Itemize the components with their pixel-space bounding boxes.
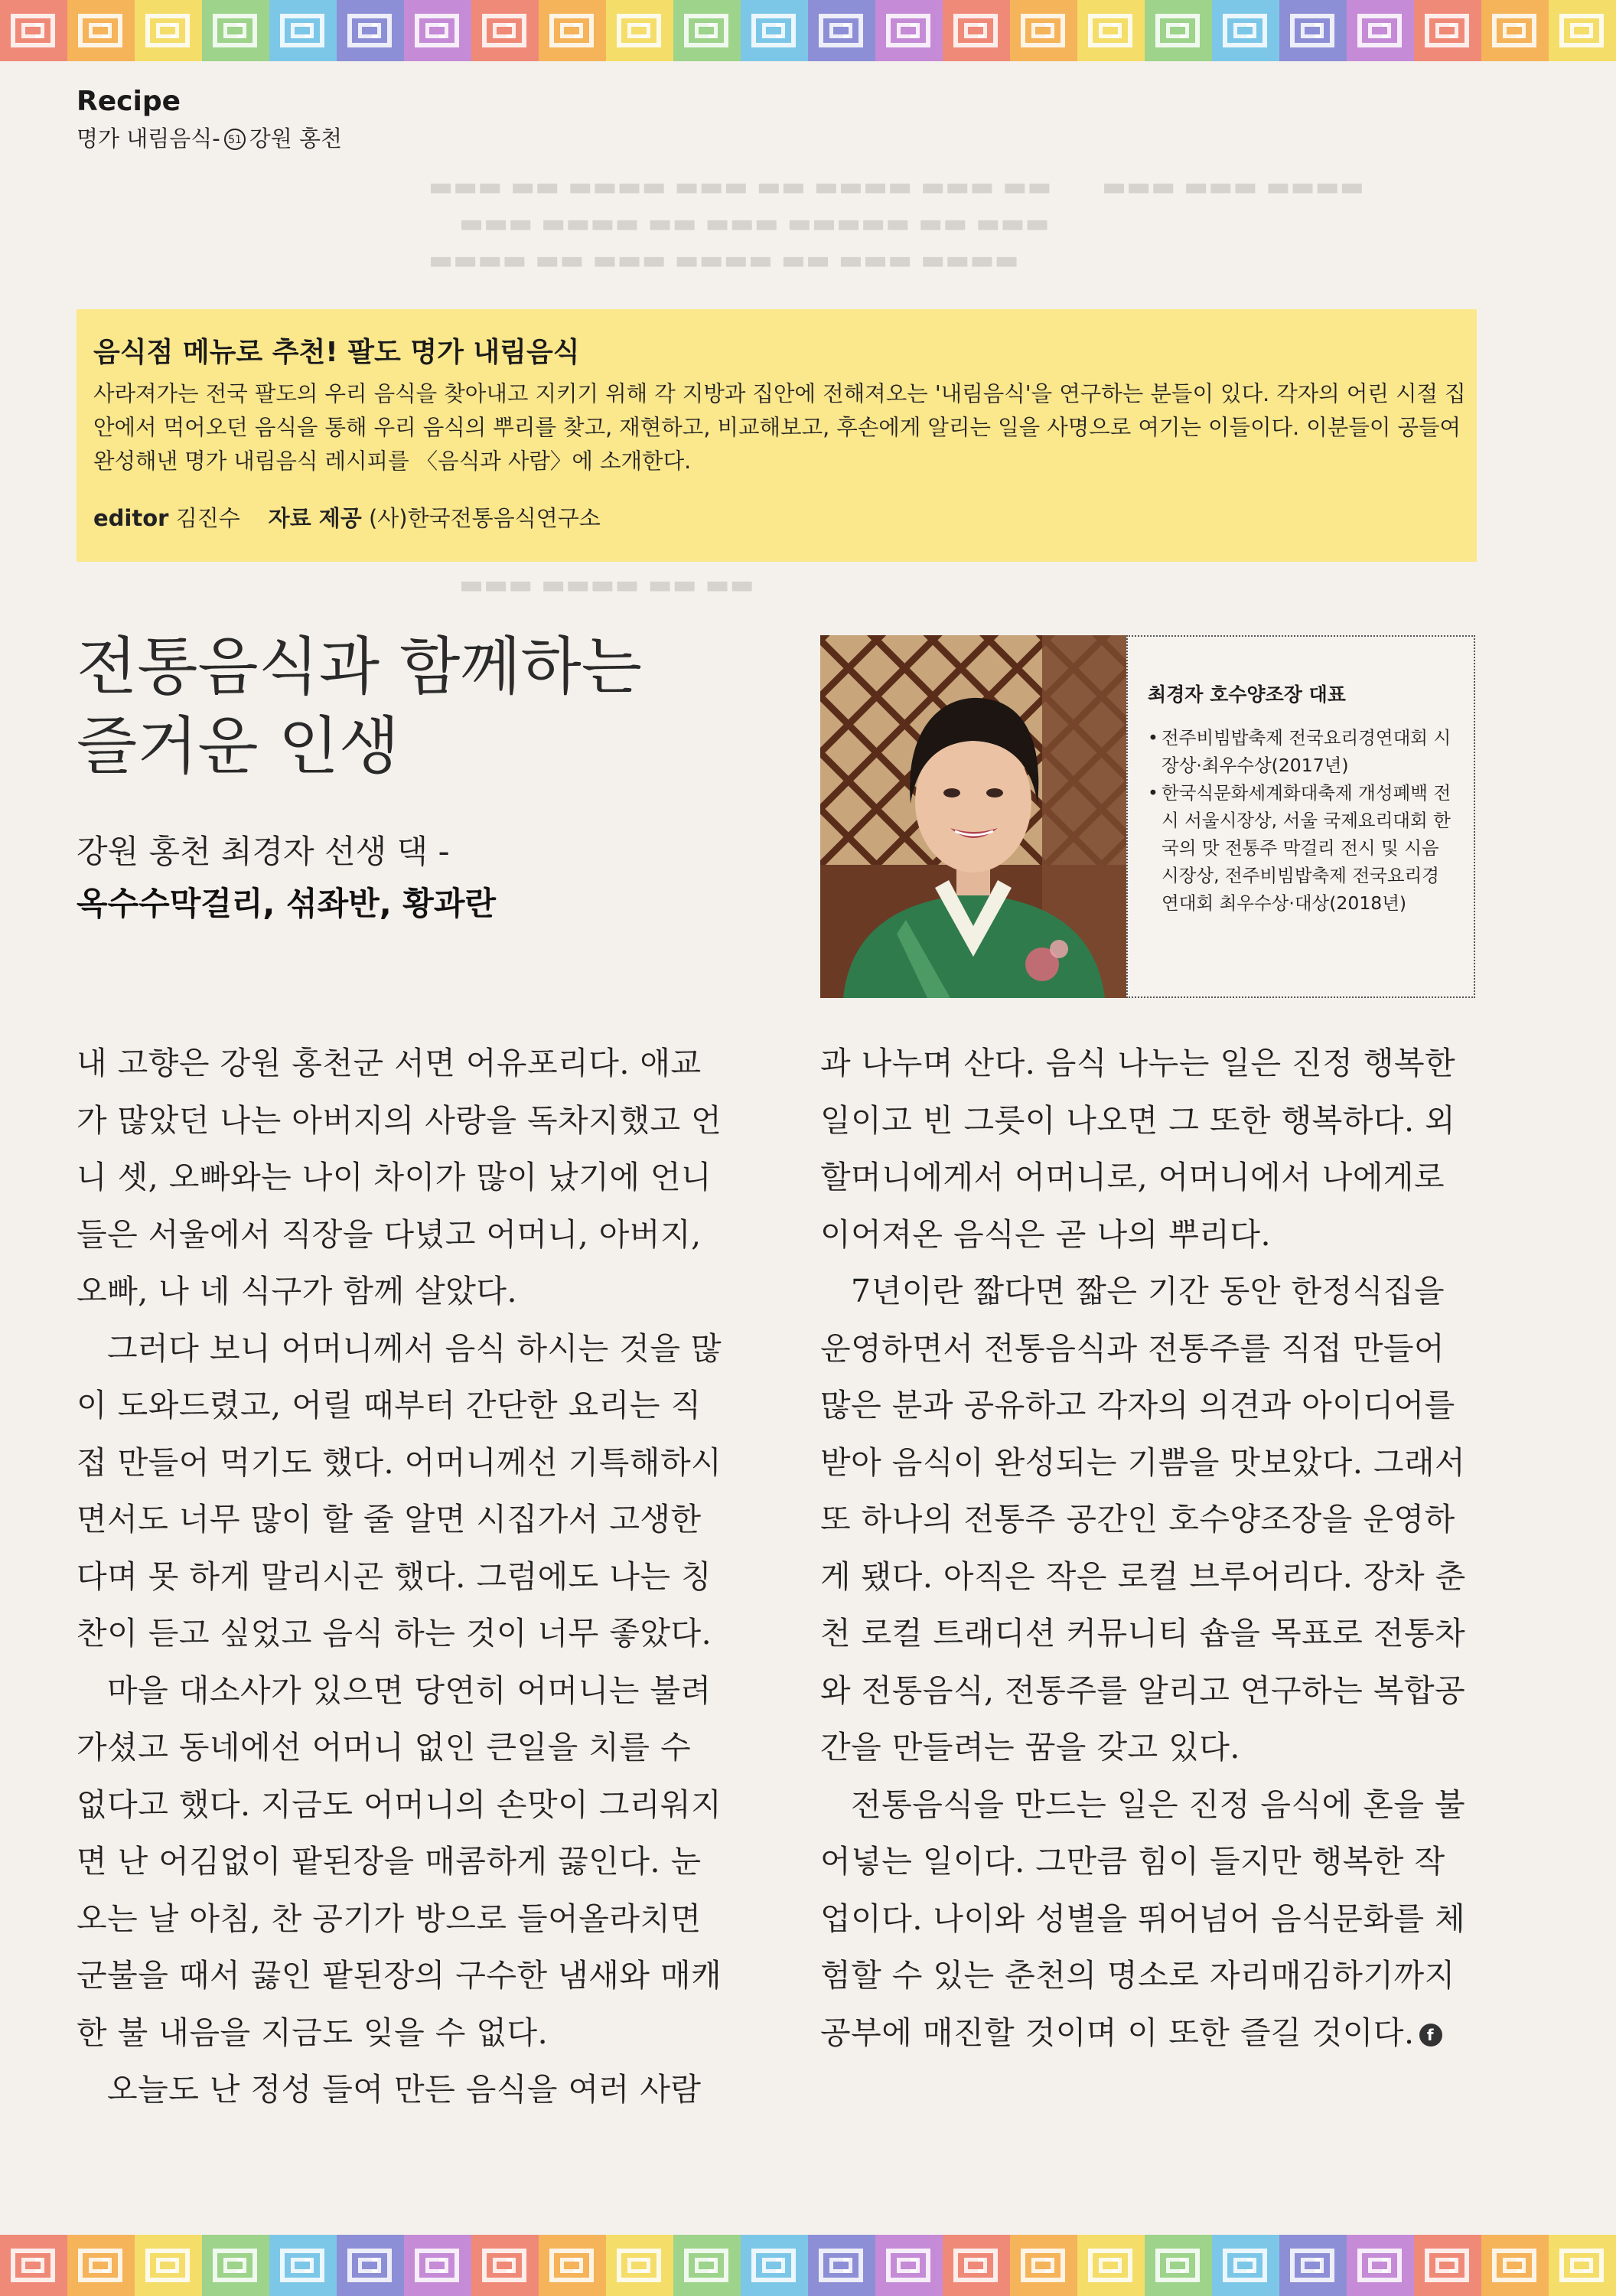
knot-pattern-icon — [1021, 2249, 1065, 2282]
series-number-badge — [223, 128, 246, 151]
border-pattern-tile — [67, 0, 135, 61]
knot-pattern-icon — [1425, 14, 1469, 47]
border-pattern-tile — [875, 0, 943, 61]
knot-pattern-icon — [1357, 14, 1402, 47]
border-pattern-tile — [741, 2235, 808, 2296]
article-subtitle-dishes: 옥수수막걸리, 섞좌반, 황과란 — [77, 885, 497, 922]
border-pattern-tile — [1481, 2235, 1549, 2296]
award-item: • 전주비빔밥축제 전국요리경연대회 시장상·최우수상(2017년) — [1148, 724, 1454, 779]
knot-pattern-icon — [1021, 14, 1065, 47]
border-pattern-tile — [202, 2235, 269, 2296]
border-pattern-tile — [1347, 0, 1414, 61]
knot-pattern-icon — [953, 14, 998, 47]
border-pattern-tile — [1279, 2235, 1347, 2296]
border-pattern-tile — [0, 0, 67, 61]
show-through-texture: ▬▬▬ ▬▬▬ ▬▬▬▬ — [1102, 171, 1364, 202]
body-column-right — [820, 1035, 1472, 2061]
border-pattern-tile — [337, 0, 404, 61]
knot-pattern-icon — [347, 14, 392, 47]
border-pattern-tile — [943, 0, 1010, 61]
knot-pattern-icon — [549, 2249, 594, 2282]
editor-label: editor — [93, 505, 169, 531]
knot-pattern-icon — [1223, 14, 1267, 47]
border-pattern-tile — [404, 0, 471, 61]
border-pattern-tile — [606, 0, 673, 61]
top-ornamental-border — [0, 0, 1616, 61]
knot-pattern-icon — [213, 2249, 257, 2282]
border-pattern-tile — [1414, 0, 1481, 61]
knot-pattern-icon — [1290, 14, 1334, 47]
source-label: 자료 제공 — [268, 505, 362, 531]
series-prefix: 명가 내림음식- — [77, 126, 220, 152]
article-title — [77, 628, 735, 787]
body-paragraph — [820, 1776, 1472, 2062]
knot-pattern-icon — [145, 14, 190, 47]
series-number: 51 — [227, 134, 242, 146]
border-pattern-tile — [404, 2235, 471, 2296]
border-pattern-tile — [741, 0, 808, 61]
intro-highlight-box — [77, 309, 1477, 562]
award-list — [1148, 724, 1454, 917]
border-pattern-tile — [808, 0, 875, 61]
border-pattern-tile — [673, 2235, 741, 2296]
knot-pattern-icon — [684, 2249, 728, 2282]
border-pattern-tile — [539, 2235, 606, 2296]
knot-pattern-icon — [617, 2249, 661, 2282]
border-pattern-tile — [1347, 2235, 1414, 2296]
border-pattern-tile — [269, 2235, 337, 2296]
article-subtitle: 강원 홍천 최경자 선생 댁 - — [77, 833, 450, 870]
border-pattern-tile — [539, 0, 606, 61]
body-paragraph: 7년이란 짧다면 짧은 기간 동안 한정식집을 운영하면서 전통음식과 전통주를 직접 만들어 많은 분과 공유하고 각자의 의견과 아이디어를 받아 음식이 완성되는 기쁨을 맛보았다. 그래서 또 하나의 전통주 공간인 호수양조장을 운영하게 됐다. 아직은 작은 로컬 브루어리다. 장차 춘천 로컬 트래디션 커뮤니티 숍을 목표로 전통차와 전통음식, 전통주를 알리고 연구하는 복합공간을 만들려는 꿈을 갖고 있다. — [820, 1273, 1466, 1766]
show-through-texture: ▬▬▬ ▬▬▬▬ ▬▬ ▬▬▬ ▬▬▬▬▬ ▬▬ ▬▬▬ — [459, 208, 1050, 239]
border-pattern-tile — [1212, 0, 1279, 61]
body-column-left — [77, 1035, 728, 2118]
knot-pattern-icon — [684, 14, 728, 47]
show-through-texture: ▬▬▬ ▬▬ ▬▬▬▬ ▬▬▬ ▬▬ ▬▬▬▬ ▬▬▬ ▬▬ — [428, 171, 1052, 202]
border-pattern-tile — [673, 0, 741, 61]
border-pattern-tile — [1145, 2235, 1212, 2296]
border-pattern-tile — [135, 0, 202, 61]
body-paragraph: 오늘도 난 정성 들여 만든 음식을 여러 사람 — [107, 2071, 702, 2108]
knot-pattern-icon — [617, 14, 661, 47]
knot-pattern-icon — [415, 14, 459, 47]
section-label: Recipe — [77, 86, 181, 117]
border-pattern-tile — [1279, 0, 1347, 61]
knot-pattern-icon — [1357, 2249, 1402, 2282]
border-pattern-tile — [1077, 2235, 1145, 2296]
knot-pattern-icon — [953, 2249, 998, 2282]
knot-pattern-icon — [886, 2249, 930, 2282]
border-pattern-tile — [1010, 0, 1077, 61]
border-pattern-tile — [202, 0, 269, 61]
bottom-ornamental-border — [0, 2235, 1616, 2296]
knot-pattern-icon — [751, 14, 796, 47]
knot-pattern-icon — [1559, 14, 1604, 47]
knot-pattern-icon — [347, 2249, 392, 2282]
knot-pattern-icon — [1223, 2249, 1267, 2282]
knot-pattern-icon — [145, 2249, 190, 2282]
portrait-photo — [820, 635, 1126, 998]
profile-box — [1126, 635, 1475, 998]
show-through-texture: ▬▬▬ ▬▬▬▬ ▬▬ ▬▬ — [459, 569, 754, 600]
knot-pattern-icon — [11, 2249, 55, 2282]
knot-pattern-icon — [11, 14, 55, 47]
border-pattern-tile — [269, 0, 337, 61]
border-pattern-tile — [67, 2235, 135, 2296]
knot-pattern-icon — [819, 2249, 863, 2282]
source-name: (사)한국전통음식연구소 — [368, 505, 601, 531]
knot-pattern-icon — [1492, 14, 1536, 47]
border-pattern-tile — [471, 2235, 539, 2296]
border-pattern-tile — [1549, 2235, 1616, 2296]
show-through-texture: ▬▬▬▬ ▬▬ ▬▬▬ ▬▬▬▬ ▬▬ ▬▬▬ ▬▬▬▬ — [428, 245, 1019, 276]
border-pattern-tile — [1481, 0, 1549, 61]
border-pattern-tile — [606, 2235, 673, 2296]
border-pattern-tile — [875, 2235, 943, 2296]
border-pattern-tile — [471, 0, 539, 61]
section-header — [77, 86, 342, 153]
knot-pattern-icon — [1155, 2249, 1200, 2282]
border-pattern-tile — [1549, 0, 1616, 61]
knot-pattern-icon — [751, 2249, 796, 2282]
article-title-line2: 즐거운 인생 — [77, 710, 400, 783]
body-paragraph: 마을 대소사가 있으면 당연히 어머니는 불려 가셨고 동네에선 어머니 없인 큰일을 치를 수 없다고 했다. 지금도 어머니의 손맛이 그리워지면 난 어김없이 팥된장을 매콤하게 끓인다. 눈 오는 날 아침, 찬 공기가 방으로 들어올라치면 군불을 때서 끓인 팥된장의 구수한 냄새와 매캐한 불 내음을 지금도 잊을 수 없다. — [77, 1671, 722, 2051]
profile-name: 최경자 호수양조장 대표 — [1148, 683, 1346, 706]
credit-line — [93, 501, 1460, 533]
border-pattern-tile — [1145, 0, 1212, 61]
knot-pattern-icon — [213, 14, 257, 47]
portrait-illustration — [820, 635, 1126, 998]
border-pattern-tile — [1077, 0, 1145, 61]
article-title-line1: 전통음식과 함께하는 — [77, 631, 642, 703]
intro-title: 음식점 메뉴로 추천! 팔도 명가 내림음식 — [93, 337, 580, 368]
knot-pattern-icon — [1559, 2249, 1604, 2282]
body-paragraph-text: 전통음식을 만드는 일은 진정 음식에 혼을 불어넣는 일이다. 그만큼 힘이 들지만 행복한 작업이다. 나이와 성별을 뛰어넘어 음식문화를 체험할 수 있는 춘천의 명소로 자리매김하기까지 공부에 매진할 것이며 이 또한 즐길 것이다. — [820, 1786, 1466, 2051]
knot-pattern-icon — [1492, 2249, 1536, 2282]
border-pattern-tile — [808, 2235, 875, 2296]
border-pattern-tile — [943, 2235, 1010, 2296]
knot-pattern-icon — [819, 14, 863, 47]
series-place: 강원 홍천 — [249, 126, 343, 152]
series-label — [77, 122, 342, 153]
knot-pattern-icon — [549, 14, 594, 47]
knot-pattern-icon — [78, 2249, 122, 2282]
border-pattern-tile — [1414, 2235, 1481, 2296]
border-pattern-tile — [0, 2235, 67, 2296]
knot-pattern-icon — [1088, 2249, 1132, 2282]
award-item: • 한국식문화세계화대축제 개성폐백 전시 서울시장상, 서울 국제요리대회 한국의 맛 전통주 막걸리 전시 및 시음 시장상, 전주비빔밥축제 전국요리경연대회 최우수상·대상(2018년) — [1148, 779, 1454, 917]
knot-pattern-icon — [482, 2249, 526, 2282]
body-paragraph: 과 나누며 산다. 음식 나누는 일은 진정 행복한 일이고 빈 그릇이 나오면 그 또한 행복하다. 외할머니에게서 어머니로, 어머니에서 나에게로 이어져온 음식은 곧 나의 뿌리다. — [820, 1045, 1456, 1253]
end-mark-icon: f — [1419, 2024, 1442, 2047]
knot-pattern-icon — [1088, 14, 1132, 47]
knot-pattern-icon — [886, 14, 930, 47]
knot-pattern-icon — [280, 2249, 324, 2282]
knot-pattern-icon — [1290, 2249, 1334, 2282]
body-paragraph: 내 고향은 강원 홍천군 서면 어유포리다. 애교가 많았던 나는 아버지의 사랑을 독차지했고 언니 셋, 오빠와는 나이 차이가 많이 났기에 언니들은 서울에서 직장을 다녔고 어머니, 아버지, 오빠, 나 네 식구가 함께 살았다. — [77, 1045, 722, 1309]
border-pattern-tile — [1010, 2235, 1077, 2296]
intro-body: 사라져가는 전국 팔도의 우리 음식을 찾아내고 지키기 위해 각 지방과 집안에 전해져오는 '내림음식'을 연구하는 분들이 있다. 각자의 어린 시절 집안에서 먹어오던 음식을 통해 우리 음식의 뿌리를 찾고, 재현하고, 비교해보고, 후손에게 알리는 일을 사명으로 여기는 이들이다. 이분들이 공들여 완성해낸 명가 내림음식 레시피를 〈음식과 사람〉에 소개한다. — [93, 381, 1466, 474]
knot-pattern-icon — [482, 14, 526, 47]
editor-name: 김진수 — [175, 505, 240, 531]
border-pattern-tile — [1212, 2235, 1279, 2296]
knot-pattern-icon — [415, 2249, 459, 2282]
knot-pattern-icon — [1155, 14, 1200, 47]
knot-pattern-icon — [280, 14, 324, 47]
knot-pattern-icon — [1425, 2249, 1469, 2282]
border-pattern-tile — [135, 2235, 202, 2296]
body-paragraph: 그러다 보니 어머니께서 음식 하시는 것을 많이 도와드렸고, 어릴 때부터 간단한 요리는 직접 만들어 먹기도 했다. 어머니께선 기특해하시면서도 너무 많이 할 줄 알면 시집가서 고생한다며 못 하게 말리시곤 했다. 그럼에도 나는 칭찬이 듣고 싶었고 음식 하는 것이 너무 좋았다. — [77, 1329, 722, 1652]
border-pattern-tile — [337, 2235, 404, 2296]
knot-pattern-icon — [78, 14, 122, 47]
